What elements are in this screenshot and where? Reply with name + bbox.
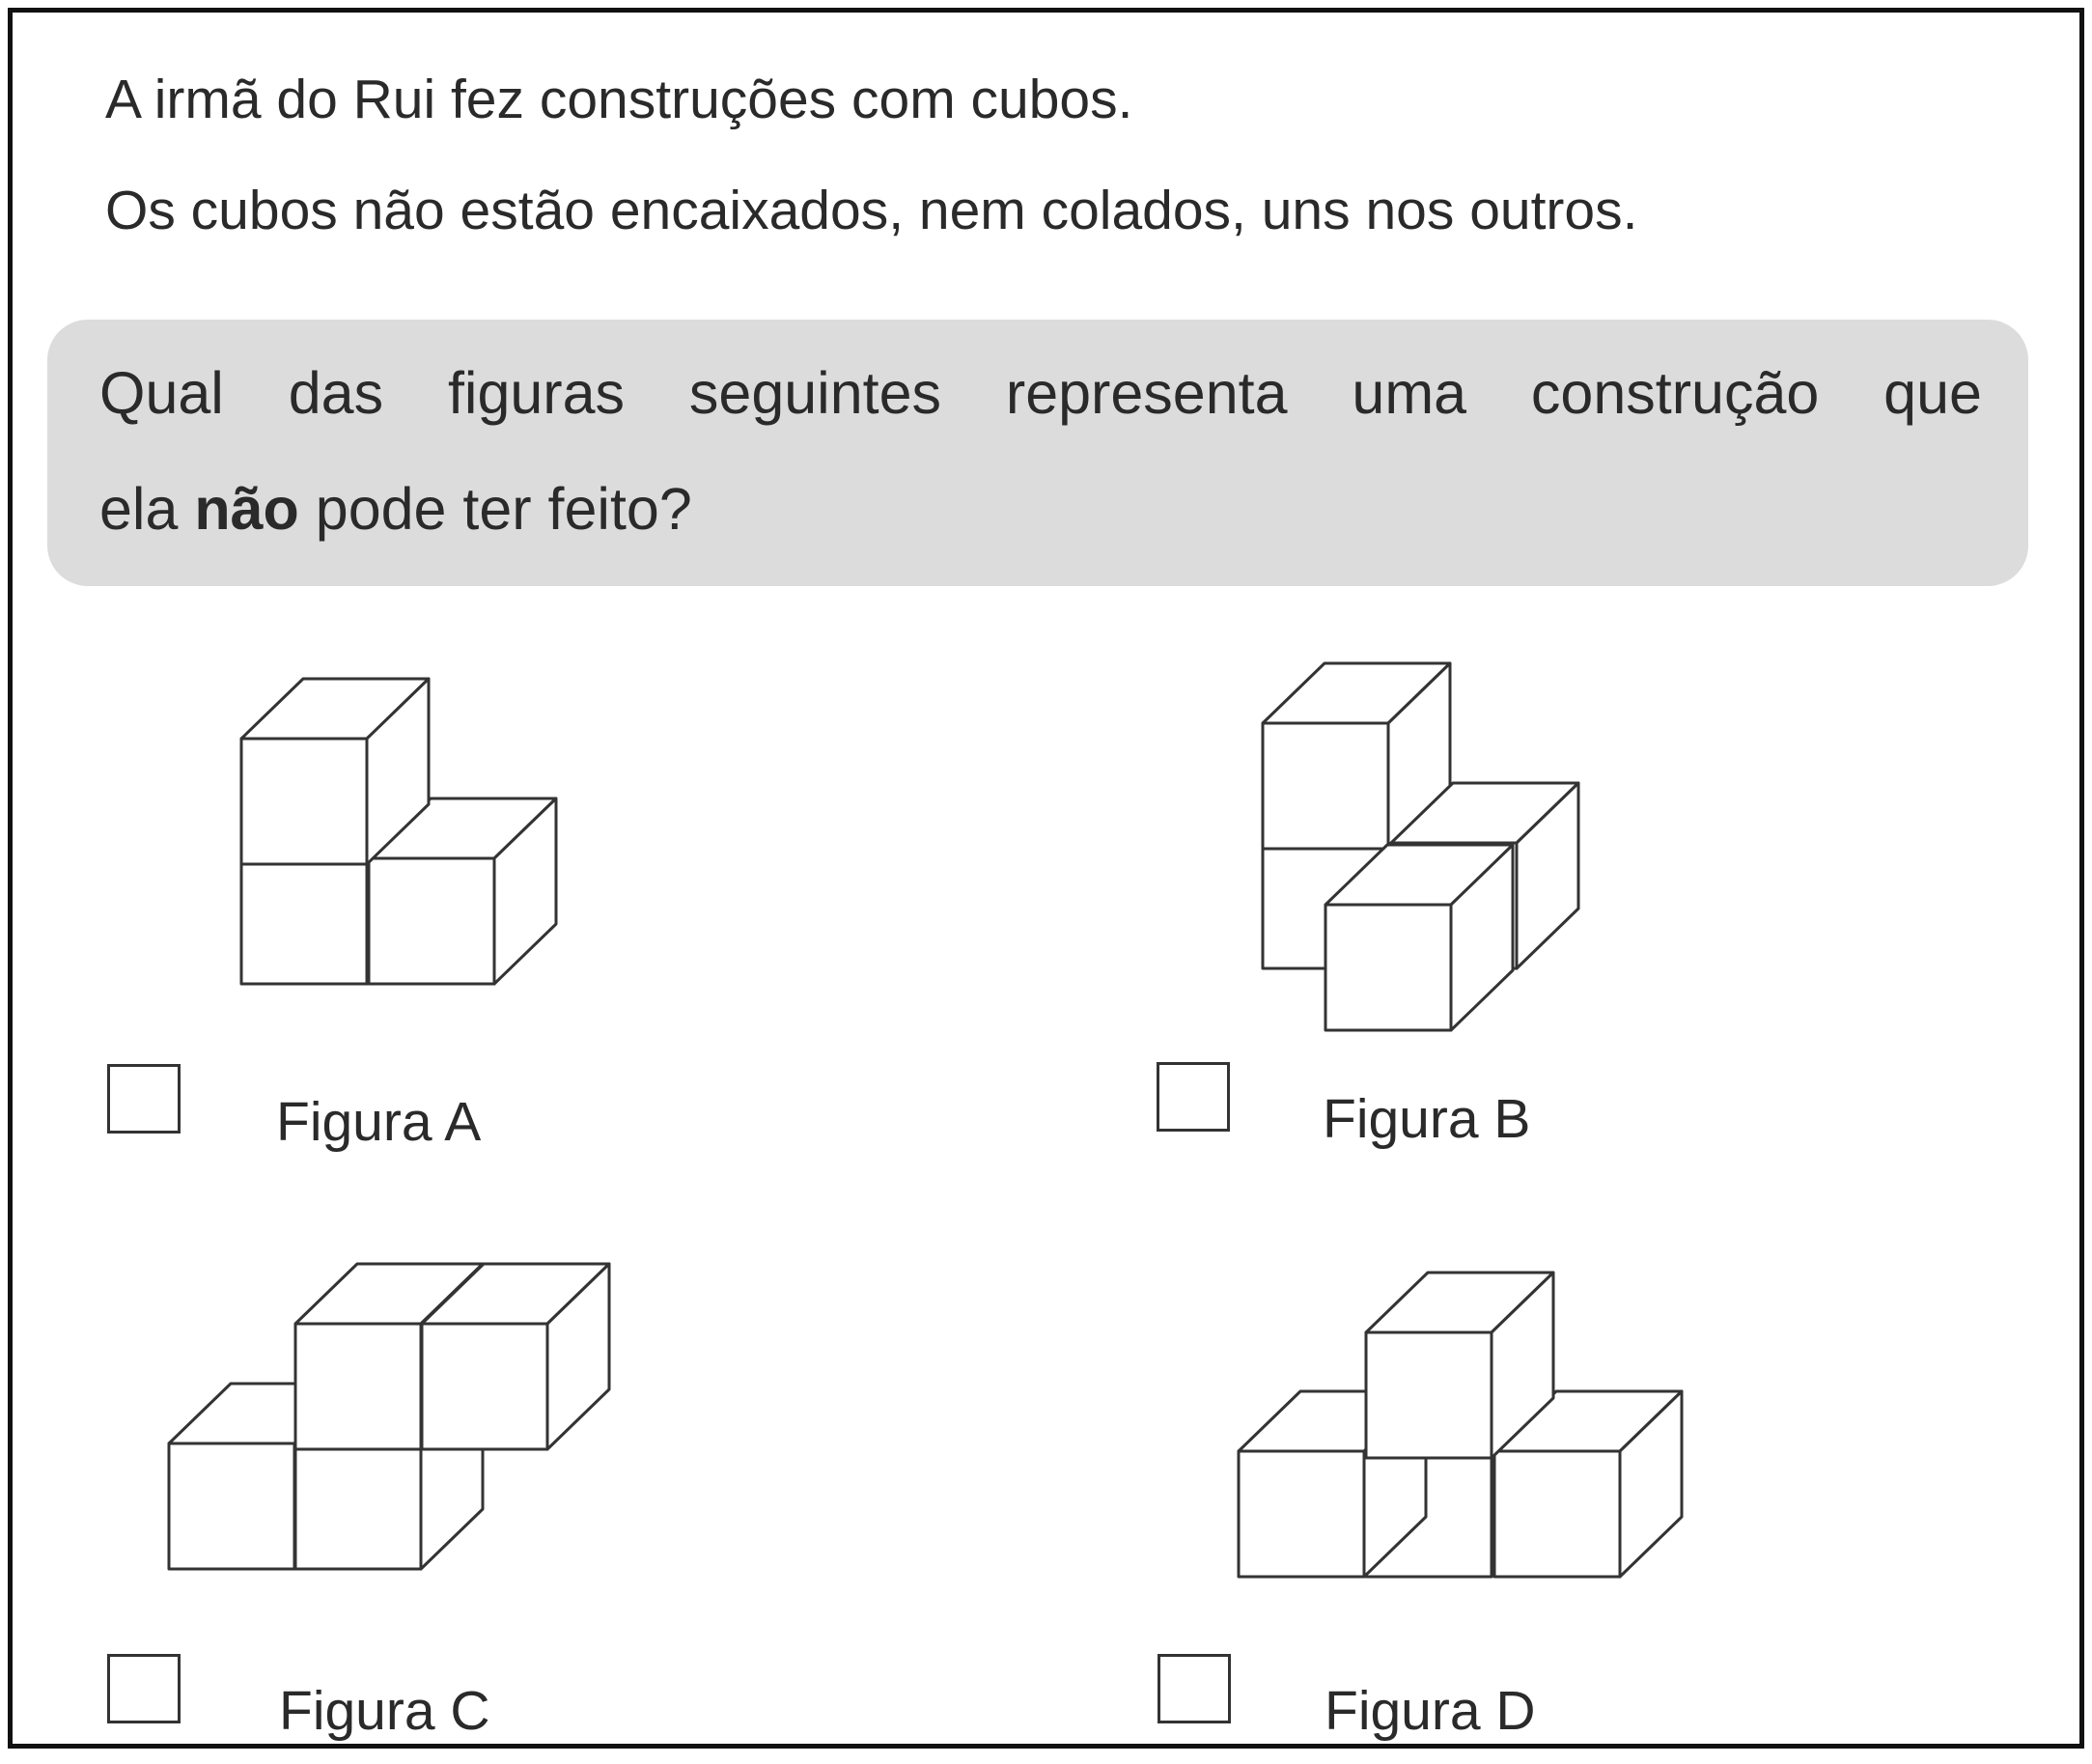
cube-face: [241, 739, 367, 864]
option-label-figura-d: Figura D: [1325, 1680, 1536, 1742]
cube-face: [295, 1443, 421, 1569]
cube-face: [169, 1443, 294, 1569]
checkbox-figura-c[interactable]: [107, 1654, 181, 1723]
cube-face: [1366, 1332, 1492, 1458]
question-word: uma: [1352, 360, 1467, 426]
cube-face: [1325, 905, 1451, 1030]
question-text: pode ter feito?: [315, 476, 692, 542]
question-word: das: [288, 360, 384, 426]
intro-line-2: Os cubos não estão encaixados, nem colados, uns nos outros.: [105, 180, 1638, 241]
cube-face: [422, 1324, 547, 1449]
question-word: que: [1883, 360, 1982, 426]
cube-face: [295, 1324, 421, 1449]
option-label-figura-a: Figura A: [276, 1091, 482, 1153]
option-label-figura-b: Figura B: [1323, 1088, 1531, 1150]
figure-b-drawing: [1254, 658, 1592, 1034]
checkbox-figura-d[interactable]: [1158, 1654, 1231, 1723]
cube-face: [1263, 723, 1388, 849]
question-word: figuras: [447, 360, 626, 426]
option-label-figura-c: Figura C: [279, 1680, 490, 1742]
question-word: construção: [1530, 360, 1820, 426]
question-word: seguintes: [688, 360, 942, 426]
figure-a-drawing: [231, 671, 578, 990]
figure-d-drawing: [1231, 1266, 1694, 1584]
cube-face: [1239, 1451, 1364, 1577]
cube-face: [241, 858, 367, 984]
question-box: [47, 320, 2028, 586]
figure-c-drawing: [157, 1254, 621, 1573]
checkbox-figura-b[interactable]: [1157, 1062, 1230, 1132]
cube-face: [1494, 1451, 1620, 1577]
question-line-1: [99, 360, 1982, 426]
exercise-sheet: [8, 8, 2084, 1749]
question-line-2: [99, 476, 1982, 542]
intro-line-1: A irmã do Rui fez construções com cubos.: [105, 69, 1133, 130]
question-word: representa: [1005, 360, 1288, 426]
cube-face: [369, 858, 494, 984]
checkbox-figura-a[interactable]: [107, 1064, 181, 1134]
question-text: ela: [99, 476, 179, 542]
question-word: Qual: [99, 360, 224, 426]
question-emphasis: não: [194, 476, 299, 542]
